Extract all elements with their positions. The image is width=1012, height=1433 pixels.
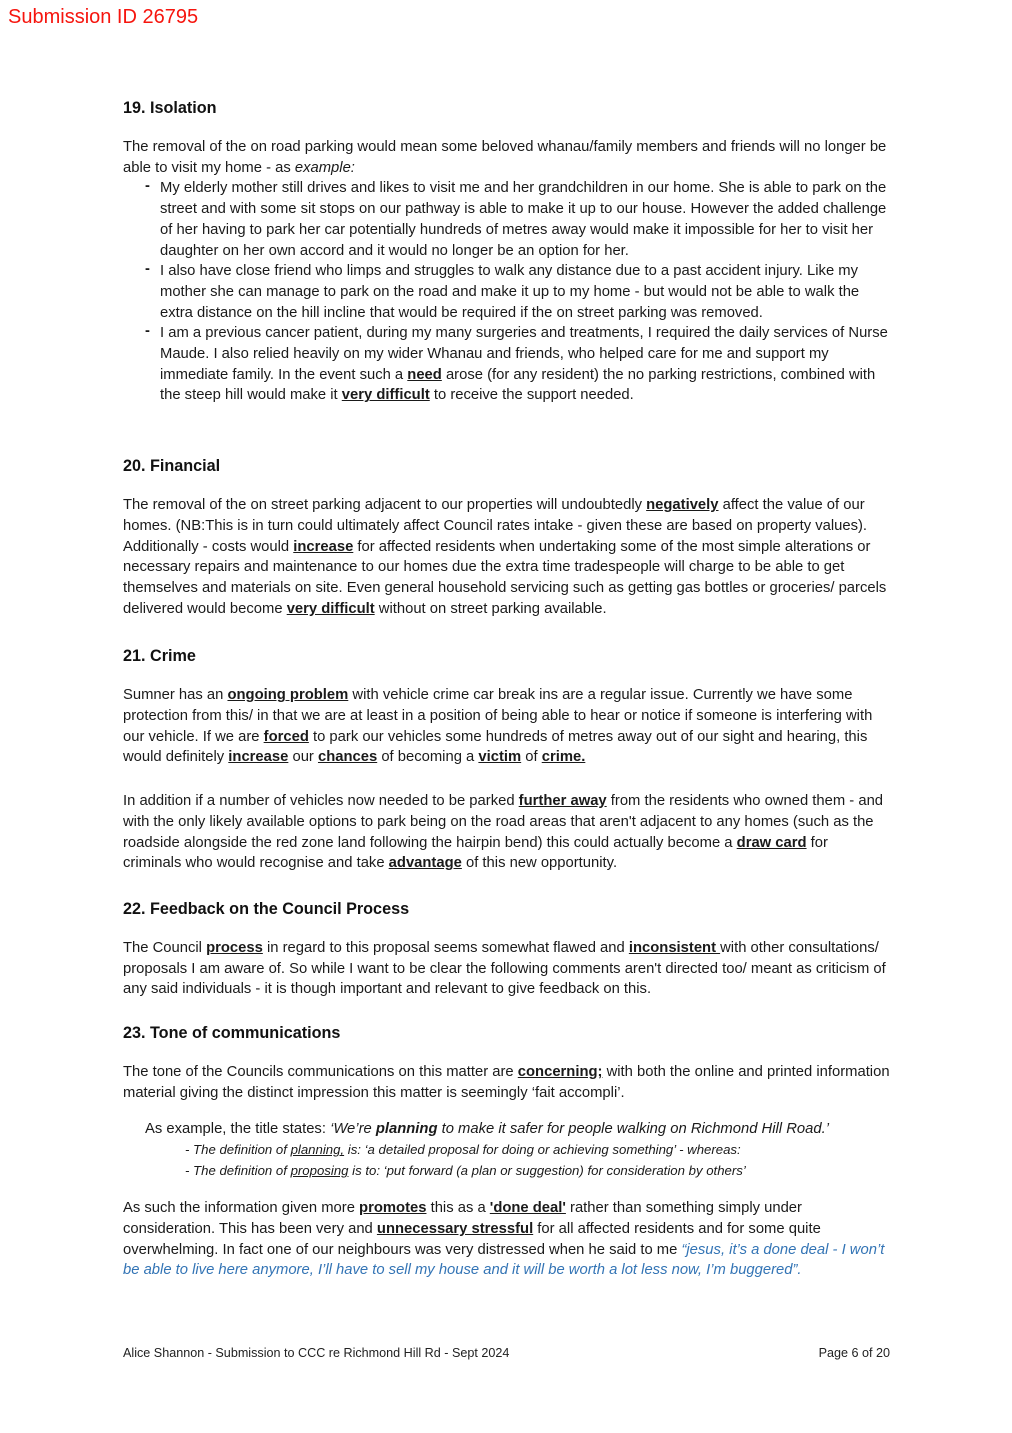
bullet-text: I am a previous cancer patient, during my many surgeries and treatments, I required the daily services of Nurse Maude. I also relied heavily on my wider Whanau and friends, who helped care for me and support my immediate family. In the event such a need arose (for any resident) the no parking restrictions, combined with the steep hill would make it very difficult to receive the support needed. (160, 325, 888, 404)
bullet-text: I also have close friend who limps and struggles to walk any distance due to a past accident injury. Like my mother she can manage to park on the road and make it up to my home - but would not be able to walk the extra distance on the hill incline that would be required if the on street parking was removed. (160, 263, 860, 321)
footer-page-number: Page 6 of 20 (818, 1346, 890, 1360)
section-heading-19-isolation: 19. Isolation (123, 99, 217, 117)
section-21-paragraph-2: In addition if a number of vehicles now needed to be parked further away from the residents who owned them - and with the only likely available options to park being on the road areas that aren't adjacent to any homes (such as the roadside alongside the red zone land following the hairpin bend) this could actually become a draw card for criminals who would recognise and take advantage of this new opportunity. (123, 793, 884, 872)
section-19-intro-paragraph: The removal of the on road parking would mean some beloved whanau/family members and friends will no longer be able to visit my home - as example: (123, 139, 887, 176)
document-content (123, 0, 890, 1281)
section-19-bullet-list (123, 178, 890, 406)
bullet-dash-icon: - (145, 261, 150, 278)
section-23-paragraph-2: As such the information given more promotes this as a 'done deal' rather than something simply under consideration. This has been very and unnecessary stressful for all affected residents and for some quite overwhelming. In fact one of our neighbours was very distressed when he said to me “jesus, it’s a done deal - I won’t be able to live here anymore, I’ll have to sell my house and it will be worth a lot less now, I’m buggered”. (123, 1200, 885, 1279)
bullet-text: My elderly mother still drives and likes to visit me and her grandchildren in our home. She is able to park on the street and with some sit stops on our pathway is able to make it up to our house. However the added challenge of her having to park her car potentially hundreds of metres away would make it impossible for her to visit her daughter on her own accord and it would no longer be an option for her. (160, 180, 887, 259)
section-heading-23-tone: 23. Tone of communications (123, 1024, 341, 1043)
submission-id-label: Submission ID 26795 (8, 6, 199, 28)
section-23-paragraph-1: The tone of the Councils communications on this matter are concerning; with both the online and printed information material giving the distinct impression this matter is seemingly ‘fait accompli’. (123, 1064, 890, 1101)
section-heading-21-crime: 21. Crime (123, 647, 196, 666)
example-title-line: As example, the title states: ‘We’re planning to make it safer for people walking on Richmond Hill Road.’ (145, 1120, 829, 1137)
section-heading-22-feedback: 22. Feedback on the Council Process (123, 899, 410, 918)
section-heading-20-financial: 20. Financial (123, 457, 221, 476)
section-22-paragraph: The Council process in regard to this proposal seems somewhat flawed and inconsistent with other consultations/ proposals I am aware of. So while I want to be clear the following comments aren't directed too/ meant as criticism of any said individuals - it is though important and relevant to give feedback on this. (123, 939, 886, 998)
page-footer (123, 1346, 890, 1360)
list-item (123, 261, 890, 323)
definition-line-proposing: - The definition of proposing is to: ‘put forward (a plan or suggestion) for consideration by others’ (185, 1163, 746, 1179)
section-23-example-block (123, 1119, 890, 1182)
bullet-dash-icon: - (145, 178, 150, 195)
section-20-paragraph: The removal of the on street parking adjacent to our properties will undoubtedly negatively affect the value of our homes. (NB:This is in turn could ultimately affect Council rates intake - given these are based on property values). Additionally - costs would increase for affected residents when undertaking some of the most simple alterations or necessary repairs and maintenance to our homes due the extra time tradespeople will charge to be able to get themselves and materials on site. Even general household servicing such as getting gas bottles or groceries/ parcels delivered would become very difficult without on street parking available. (123, 497, 887, 617)
list-item (123, 323, 890, 406)
definition-line-planning: - The definition of planning, is: ‘a detailed proposal for doing or achieving something’ - whereas: (185, 1142, 741, 1158)
footer-author-label: Alice Shannon - Submission to CCC re Richmond Hill Rd - Sept 2024 (123, 1346, 510, 1360)
list-item (123, 178, 890, 261)
bullet-dash-icon: - (145, 323, 150, 340)
section-21-paragraph-1: Sumner has an ongoing problem with vehicle crime car break ins are a regular issue. Currently we have some protection from this/ in that we are at least in a position of being able to hear or notice if someone is interfering with our vehicle. If we are forced to park our vehicles some hundreds of metres away out of our sight and hearing, this would definitely increase our chances of becoming a victim of crime. (123, 687, 873, 766)
